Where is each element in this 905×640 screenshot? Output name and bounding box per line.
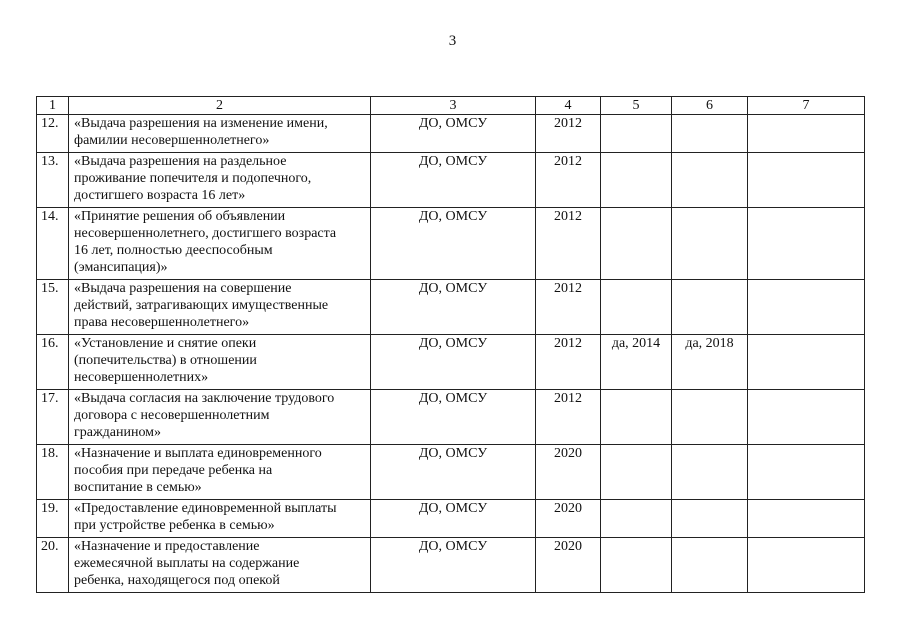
- row-number: 19.: [41, 501, 59, 516]
- column-5-value-cell: [601, 280, 672, 335]
- column-header: 6: [672, 97, 748, 115]
- responsible-body: ДО, ОМСУ: [418, 501, 488, 516]
- column-6-value-cell: [672, 208, 748, 280]
- responsible-body: ДО, ОМСУ: [418, 539, 488, 554]
- column-7-value-cell: [748, 500, 865, 538]
- table-body: [37, 115, 865, 593]
- row-number-cell: [37, 500, 69, 538]
- services-table: [36, 96, 865, 593]
- table-row: [37, 390, 865, 445]
- column-7-value-cell: [748, 280, 865, 335]
- year: 2012: [554, 116, 582, 131]
- column-5-value-cell: [601, 153, 672, 208]
- column-6-value-cell: [672, 538, 748, 593]
- table-row: [37, 335, 865, 390]
- column-5-value-cell: [601, 208, 672, 280]
- row-number: 13.: [41, 154, 59, 169]
- table-row: [37, 115, 865, 153]
- column-5-value-cell: [601, 115, 672, 153]
- column-5-value-cell: [601, 500, 672, 538]
- responsible-body: ДО, ОМСУ: [418, 154, 488, 169]
- column-7-value-cell: [748, 208, 865, 280]
- year: 2020: [554, 446, 582, 461]
- service-name-cell: [69, 335, 371, 390]
- year-cell: [536, 390, 601, 445]
- row-number: 17.: [41, 391, 59, 406]
- column-5-value-cell: [601, 538, 672, 593]
- year: 2012: [554, 209, 582, 224]
- service-name: «Принятие решения об объявлении несовершеннолетнего, достигшего возраста 16 лет, полностью дееспособным (эмансипация)»: [74, 209, 337, 275]
- column-6-value-cell: [672, 153, 748, 208]
- row-number: 18.: [41, 446, 59, 461]
- year-cell: [536, 280, 601, 335]
- row-number: 20.: [41, 539, 59, 554]
- year: 2012: [554, 154, 582, 169]
- table-row: [37, 280, 865, 335]
- row-number: 16.: [41, 336, 59, 351]
- row-number: 12.: [41, 116, 59, 131]
- column-6-value: да, 2018: [685, 336, 734, 351]
- service-name-cell: [69, 500, 371, 538]
- year-cell: [536, 335, 601, 390]
- year-cell: [536, 153, 601, 208]
- responsible-body-cell: [371, 335, 536, 390]
- service-name: «Установление и снятие опеки (попечительства) в отношении несовершеннолетних»: [74, 336, 257, 385]
- responsible-body-cell: [371, 153, 536, 208]
- row-number-cell: [37, 445, 69, 500]
- year: 2012: [554, 391, 582, 406]
- column-5-value-cell: [601, 390, 672, 445]
- responsible-body-cell: [371, 500, 536, 538]
- table-row: [37, 538, 865, 593]
- year: 2020: [554, 501, 582, 516]
- service-name: «Назначение и предоставление ежемесячной выплаты на содержание ребенка, находящегося под опекой: [74, 539, 300, 588]
- service-name-cell: [69, 280, 371, 335]
- table-row: [37, 153, 865, 208]
- column-6-value-cell: [672, 500, 748, 538]
- service-name: «Выдача разрешения на раздельное проживание попечителя и подопечного, достигшего возраста 16 лет»: [74, 154, 312, 203]
- responsible-body-cell: [371, 538, 536, 593]
- responsible-body: ДО, ОМСУ: [418, 391, 488, 406]
- responsible-body: ДО, ОМСУ: [418, 116, 488, 131]
- column-header: 1: [37, 97, 69, 115]
- responsible-body-cell: [371, 390, 536, 445]
- column-7-value-cell: [748, 335, 865, 390]
- responsible-body-cell: [371, 208, 536, 280]
- column-7-value-cell: [748, 115, 865, 153]
- service-name: «Выдача согласия на заключение трудового договора с несовершеннолетним гражданином»: [74, 391, 335, 440]
- responsible-body: ДО, ОМСУ: [418, 209, 488, 224]
- service-name: «Выдача разрешения на совершение действий, затрагивающих имущественные права несовершеннолетнего»: [74, 281, 329, 330]
- column-6-value-cell: [672, 115, 748, 153]
- year-cell: [536, 115, 601, 153]
- column-6-value-cell: [672, 335, 748, 390]
- service-name: «Выдача разрешения на изменение имени, фамилии несовершеннолетнего»: [74, 116, 328, 148]
- service-name: «Предоставление единовременной выплаты при устройстве ребенка в семью»: [74, 501, 337, 533]
- service-name-cell: [69, 390, 371, 445]
- year-cell: [536, 500, 601, 538]
- column-7-value-cell: [748, 445, 865, 500]
- year-cell: [536, 445, 601, 500]
- responsible-body-cell: [371, 115, 536, 153]
- row-number-cell: [37, 115, 69, 153]
- responsible-body: ДО, ОМСУ: [418, 446, 488, 461]
- column-6-value-cell: [672, 445, 748, 500]
- column-7-value-cell: [748, 538, 865, 593]
- row-number-cell: [37, 538, 69, 593]
- page-number: 3: [448, 33, 457, 49]
- row-number-cell: [37, 390, 69, 445]
- table-row: [37, 445, 865, 500]
- column-header: 5: [601, 97, 672, 115]
- column-6-value-cell: [672, 390, 748, 445]
- responsible-body-cell: [371, 445, 536, 500]
- row-number-cell: [37, 280, 69, 335]
- row-number: 14.: [41, 209, 59, 224]
- column-7-value-cell: [748, 153, 865, 208]
- year: 2012: [554, 281, 582, 296]
- responsible-body: ДО, ОМСУ: [418, 336, 488, 351]
- column-header: 2: [69, 97, 371, 115]
- service-name-cell: [69, 538, 371, 593]
- column-header: 4: [536, 97, 601, 115]
- column-5-value-cell: [601, 445, 672, 500]
- service-name-cell: [69, 445, 371, 500]
- row-number-cell: [37, 335, 69, 390]
- column-header: 3: [371, 97, 536, 115]
- service-name-cell: [69, 208, 371, 280]
- column-header: 7: [748, 97, 865, 115]
- row-number-cell: [37, 208, 69, 280]
- header-row: [37, 97, 865, 115]
- column-5-value: да, 2014: [611, 336, 661, 351]
- column-6-value-cell: [672, 280, 748, 335]
- row-number: 15.: [41, 281, 59, 296]
- year: 2012: [554, 336, 582, 351]
- service-name: «Назначение и выплата единовременного пособия при передаче ребенка на воспитание в семью»: [74, 446, 322, 495]
- service-name-cell: [69, 115, 371, 153]
- service-name-cell: [69, 153, 371, 208]
- table-row: [37, 500, 865, 538]
- column-7-value-cell: [748, 390, 865, 445]
- row-number-cell: [37, 153, 69, 208]
- table-row: [37, 208, 865, 280]
- year: 2020: [554, 539, 582, 554]
- year-cell: [536, 208, 601, 280]
- responsible-body-cell: [371, 280, 536, 335]
- responsible-body: ДО, ОМСУ: [418, 281, 488, 296]
- column-5-value-cell: [601, 335, 672, 390]
- year-cell: [536, 538, 601, 593]
